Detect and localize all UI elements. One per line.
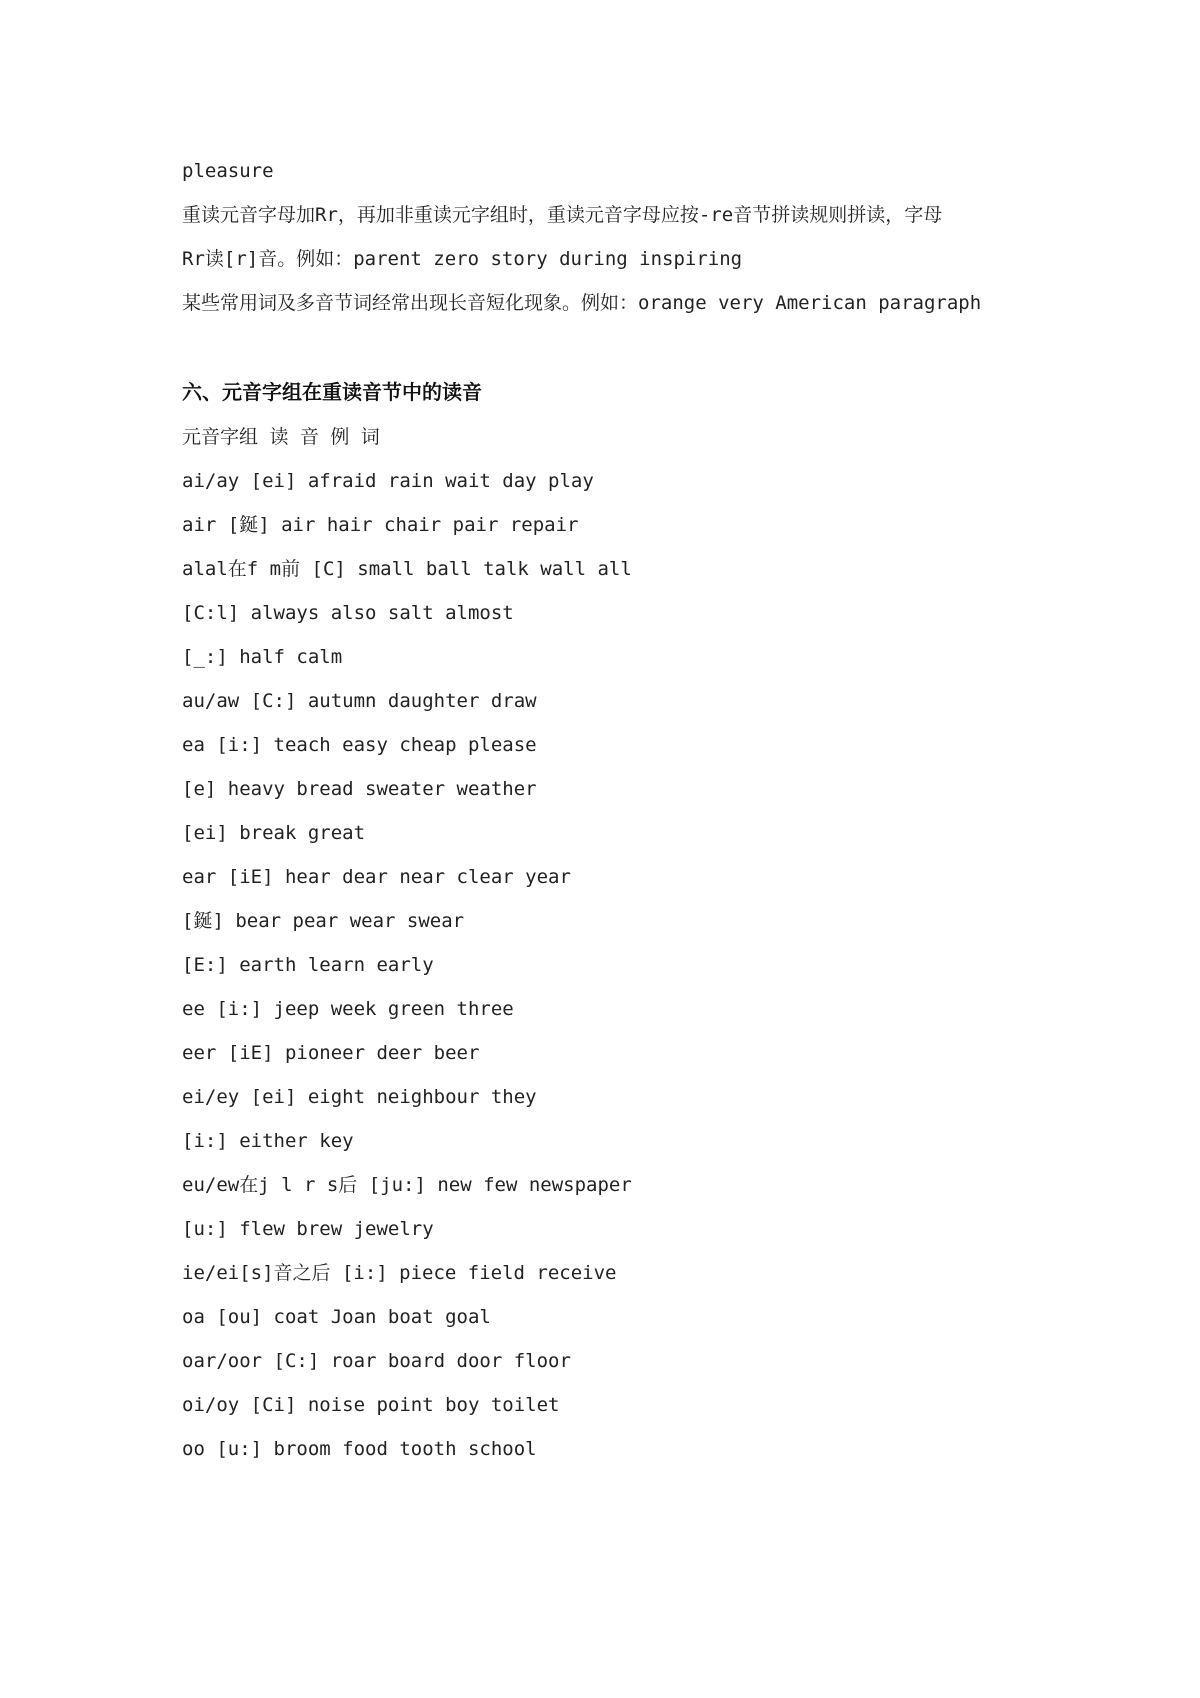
intro-line-2: 重读元音字母加Rr，再加非重读元字组时，重读元音字母应按-re音节拼读规则拼读，字母 bbox=[182, 204, 943, 226]
table-row: alal在f m前 [C] small ball talk wall all bbox=[182, 558, 632, 580]
table-row: air [鋋] air hair chair pair repair bbox=[182, 514, 579, 536]
table-header: 元音字组 读 音 例 词 bbox=[182, 426, 380, 448]
table-row: [E:] earth learn early bbox=[182, 954, 434, 976]
intro-line-3: Rr读[r]音。例如：parent zero story during inspiring bbox=[182, 248, 743, 270]
intro-line-1: pleasure bbox=[182, 160, 274, 182]
table-row: [C:l] always also salt almost bbox=[182, 602, 514, 624]
table-row: oo [u:] broom food tooth school bbox=[182, 1438, 537, 1460]
table-row: oar/oor [C:] roar board door floor bbox=[182, 1350, 571, 1372]
section-heading: 六、元音字组在重读音节中的读音 bbox=[182, 380, 482, 404]
table-row: [ei] break great bbox=[182, 822, 366, 844]
table-row: eu/ew在j l r s后 [ju:] new few newspaper bbox=[182, 1174, 632, 1196]
table-row: ee [i:] jeep week green three bbox=[182, 998, 514, 1020]
table-row: [i:] either key bbox=[182, 1130, 354, 1152]
table-row: au/aw [C:] autumn daughter draw bbox=[182, 690, 537, 712]
table-row: ea [i:] teach easy cheap please bbox=[182, 734, 537, 756]
table-row: eer [iE] pioneer deer beer bbox=[182, 1042, 480, 1064]
table-row: ei/ey [ei] eight neighbour they bbox=[182, 1086, 537, 1108]
table-row: oi/oy [Ci] noise point boy toilet bbox=[182, 1394, 560, 1416]
table-row: ai/ay [ei] afraid rain wait day play bbox=[182, 470, 594, 492]
table-row: [e] heavy bread sweater weather bbox=[182, 778, 537, 800]
table-row: ie/ei[s]音之后 [i:] piece field receive bbox=[182, 1262, 617, 1284]
table-row: ear [iE] hear dear near clear year bbox=[182, 866, 571, 888]
intro-line-4: 某些常用词及多音节词经常出现长音短化现象。例如：orange very American paragraph bbox=[182, 292, 982, 314]
table-row: [鋋] bear pear wear swear bbox=[182, 910, 465, 932]
table-row: oa [ou] coat Joan boat goal bbox=[182, 1306, 491, 1328]
table-row: [_:] half calm bbox=[182, 646, 343, 668]
table-row: [u:] flew brew jewelry bbox=[182, 1218, 434, 1240]
